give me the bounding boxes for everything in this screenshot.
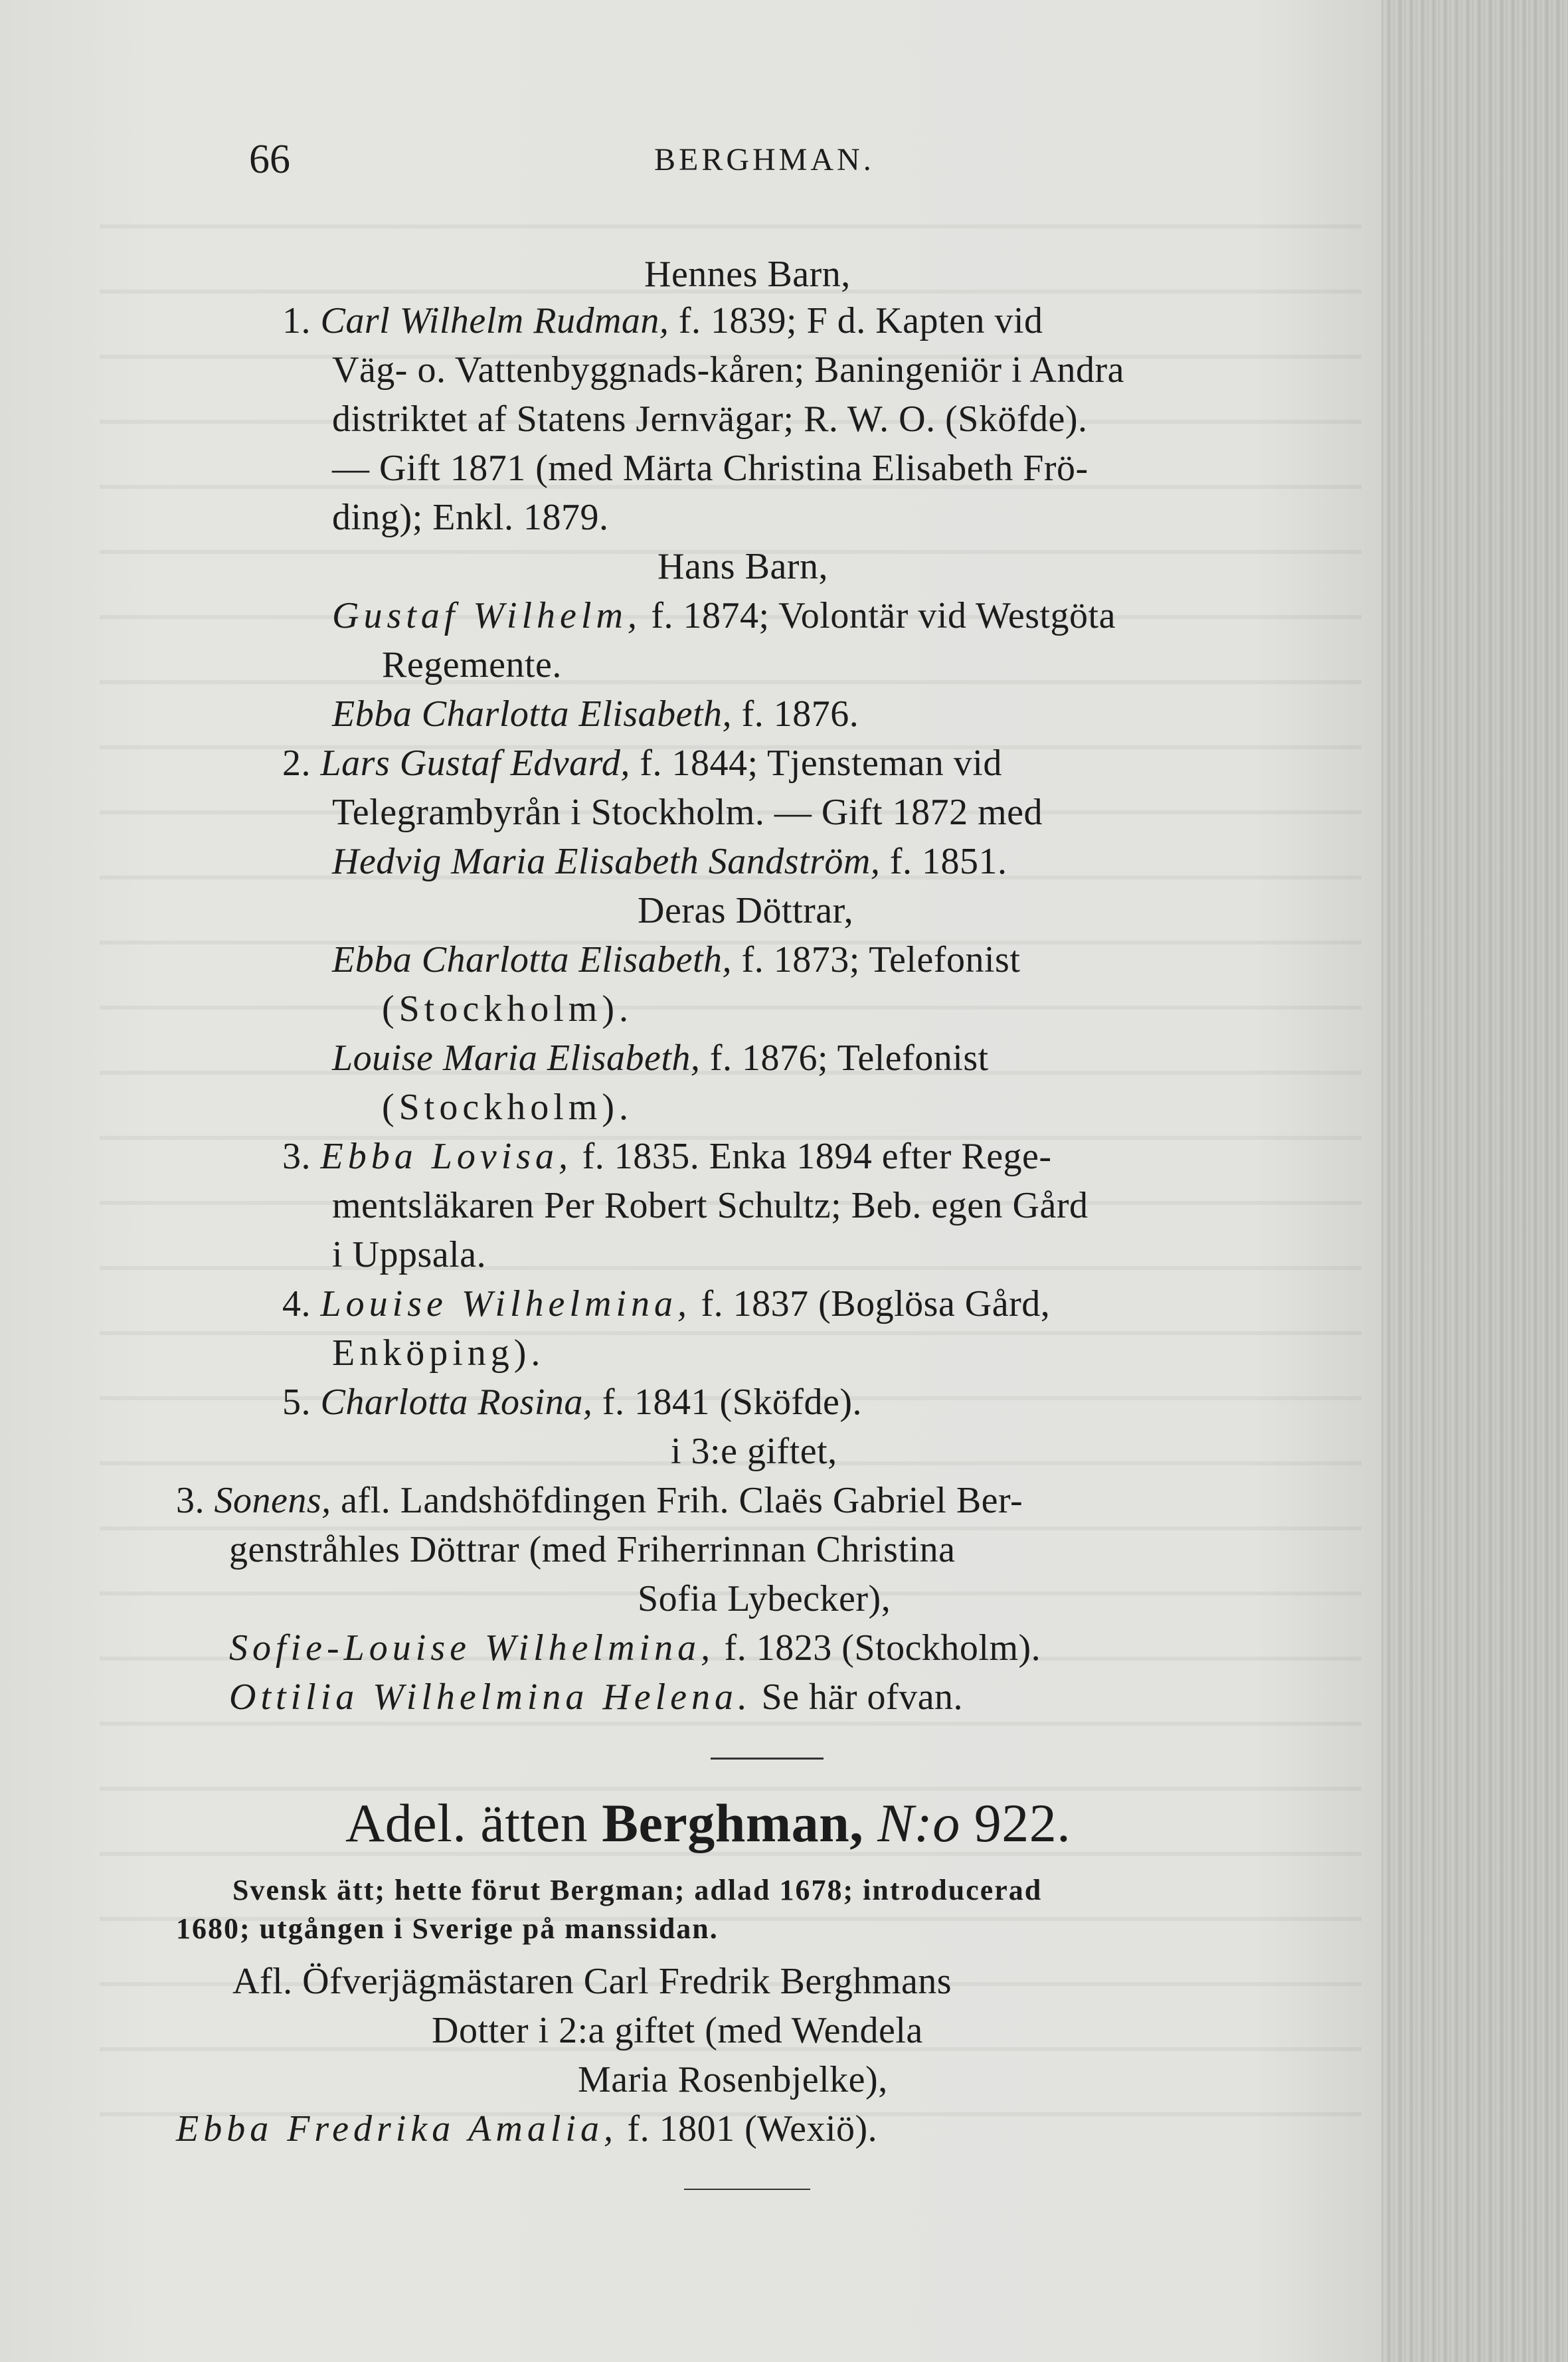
person-name: Ottilia Wilhelmina Helena. (229, 1677, 752, 1718)
entry-text: f. 1873; Telefonist (741, 939, 1021, 980)
person-name: Ebba Fredrika Amalia, (176, 2108, 618, 2149)
entry-text: f. 1844; Tjensteman vid (640, 743, 1002, 784)
section-divider (711, 1758, 824, 1760)
heading-hans-barn: Hans Barn, (657, 546, 828, 587)
heading-hennes-barn: Hennes Barn, (644, 254, 851, 295)
entry-1-line-4: — Gift 1871 (med Märta Christina Elisabeth Frö- (332, 448, 1089, 489)
entry-number: 4. (282, 1283, 311, 1324)
person-name: Ebba Charlotta Elisabeth, (332, 939, 733, 980)
entry-4-line-2: Enköping). (332, 1332, 545, 1374)
entry-gustaf-line-2: Regemente. (382, 644, 562, 685)
running-title: BERGHMAN. (654, 142, 875, 177)
entry-2-line-3 (332, 840, 1007, 883)
entry-text: f. 1876; Telefonist (709, 1038, 989, 1079)
section-afl-line-3: Maria Rosenbjelke), (578, 2059, 888, 2100)
entry-text: f. 1823 (Stockholm). (724, 1627, 1041, 1669)
entry-2-line-2: Telegrambyrån i Stockholm. — Gift 1872 med (332, 792, 1043, 833)
end-rule (684, 2189, 810, 2190)
person-name: Gustaf Wilhelm, (332, 595, 642, 636)
section-title-prefix: Adel. ätten (345, 1793, 588, 1853)
section-afl-line-2: Dotter i 2:a giftet (med Wendela (432, 2010, 923, 2051)
person-name: Sonens, (214, 1480, 331, 1521)
person-name: Ebba Lovisa, (320, 1136, 573, 1177)
entry-gustaf (332, 594, 1116, 638)
section-number-label: N:o (877, 1793, 960, 1853)
entry-ottilia (229, 1675, 963, 1719)
entry-3-line-3: i Uppsala. (332, 1234, 487, 1275)
person-name: Hedvig Maria Elisabeth Sandström, (332, 841, 881, 882)
section-intro-line-2: 1680; utgången i Sverige på manssidan. (176, 1912, 719, 1945)
heading-3e-giftet: i 3:e giftet, (671, 1431, 837, 1472)
person-name: Sofie-Louise Wilhelmina, (229, 1627, 715, 1669)
entry-text: f. 1839; F d. Kapten vid (678, 300, 1043, 341)
heading-deras-dottrar: Deras Döttrar, (638, 890, 854, 931)
entry-1-line-3: distriktet af Statens Jernvägar; R. W. O. (Sköfde). (332, 399, 1088, 440)
section-number: 922. (974, 1793, 1071, 1853)
entry-sonens-line-3: Sofia Lybecker), (638, 1578, 891, 1619)
section-intro-line-1: Svensk ätt; hette förut Bergman; adlad 1678; introducerad (232, 1874, 1043, 1906)
entry-text: f. 1835. Enka 1894 efter Rege- (582, 1136, 1052, 1177)
entry-text: f. 1837 (Boglösa Gård, (701, 1283, 1051, 1324)
entry-3-line-2: mentsläkaren Per Robert Schultz; Beb. egen Gård (332, 1185, 1089, 1226)
entry-number: 3. (176, 1480, 205, 1521)
entry-text: Se här ofvan. (761, 1677, 964, 1718)
entry-4 (282, 1282, 1050, 1326)
section-title-name: Berghman, (602, 1793, 864, 1853)
person-name: Ebba Charlotta Elisabeth, (332, 693, 733, 735)
entry-louise-1-line-2: (Stockholm). (382, 1087, 633, 1128)
section-title (345, 1793, 1071, 1853)
section-afl-line-1: Afl. Öfverjägmästaren Carl Fredrik Berghmans (232, 1961, 952, 2002)
entry-1-line-2: Väg- o. Vattenbyggnads-kåren; Baningeniör i Andra (332, 349, 1124, 391)
entry-text: f. 1876. (741, 693, 859, 735)
entry-sonens-line-2: genstråhles Döttrar (med Friherrinnan Christina (229, 1529, 956, 1570)
entry-number: 5. (282, 1382, 311, 1423)
person-name: Lars Gustaf Edvard, (320, 743, 630, 784)
page-edge-shadow (1381, 0, 1568, 2362)
entry-text: f. 1874; Volontär vid Westgöta (651, 595, 1116, 636)
entry-number: 1. (282, 300, 311, 341)
entry-text: afl. Landshöfdingen Frih. Claës Gabriel Ber- (341, 1480, 1023, 1521)
entry-ebba-2 (332, 938, 1020, 982)
entry-louise-1 (332, 1036, 989, 1080)
entry-ebba-1 (332, 692, 859, 736)
entry-text: f. 1841 (Sköfde). (602, 1382, 862, 1423)
entry-1 (282, 299, 1043, 343)
entry-3 (282, 1135, 1052, 1178)
person-name: Carl Wilhelm Rudman, (320, 300, 669, 341)
entry-2 (282, 741, 1002, 785)
entry-number: 2. (282, 743, 311, 784)
entry-text: f. 1801 (Wexiö). (627, 2108, 878, 2149)
person-name: Louise Maria Elisabeth, (332, 1038, 701, 1079)
person-name: Charlotta Rosina, (320, 1382, 593, 1423)
person-name: Louise Wilhelmina, (320, 1283, 691, 1324)
page-number: 66 (249, 137, 290, 182)
entry-sofie (229, 1626, 1041, 1670)
entry-ebba-2-line-2: (Stockholm). (382, 988, 633, 1030)
entry-1-line-5: ding); Enkl. 1879. (332, 497, 609, 538)
entry-ebba-fredrika (176, 2107, 877, 2151)
entry-text: f. 1851. (889, 841, 1007, 882)
entry-5 (282, 1380, 862, 1424)
entry-sonens (176, 1479, 1023, 1522)
entry-number: 3. (282, 1136, 311, 1177)
